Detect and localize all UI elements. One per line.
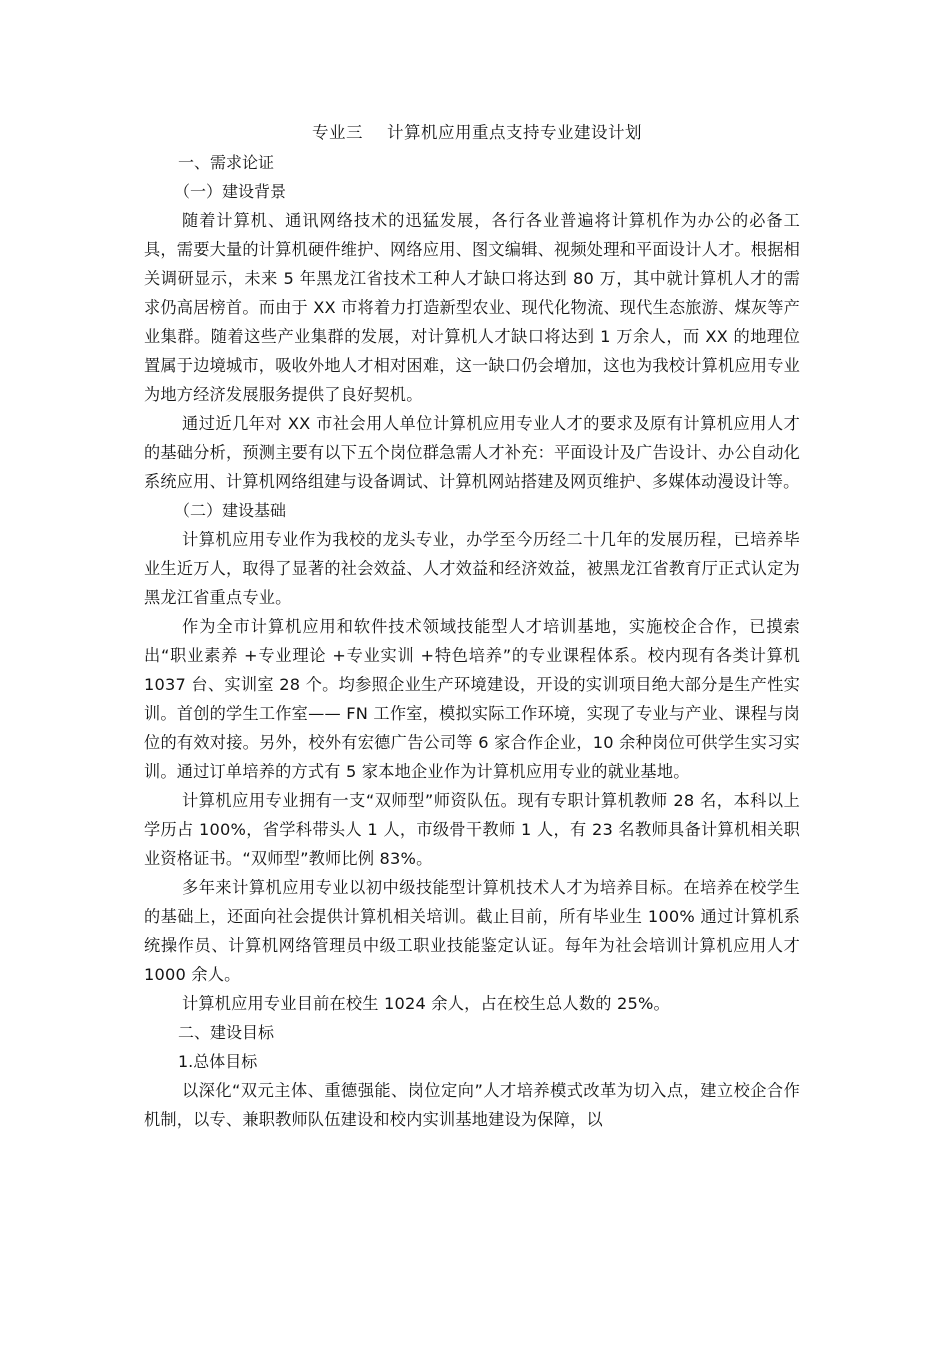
title-part-2: 计算机应用重点支持专业建设计划 (387, 123, 642, 142)
paragraph-8: 以深化“双元主体、重德强能、岗位定向”人才培养模式改革为切入点，建立校企合作机制，以专、兼职教师队伍建设和校内实训基地建设为保障，以 (144, 1081, 800, 1129)
section-heading-2: 二、建设目标 (178, 1023, 275, 1042)
paragraph-3: 计算机应用专业作为我校的龙头专业，办学至今历经二十几年的发展历程，已培养毕业生近万人，取得了显著的社会效益、人才效益和经济效益，被黑龙江省教育厅正式认定为黑龙江省重点专业。 (144, 530, 800, 607)
subsection-heading-1-2: （二）建设基础 (174, 501, 287, 520)
paragraph-1: 随着计算机、通讯网络技术的迅猛发展，各行各业普遍将计算机作为办公的必备工具，需要大量的计算机硬件维护、网络应用、图文编辑、视频处理和平面设计人才。根据相关调研显示，未来 5 年黑龙江省技术工种人才缺口将达到 80 万，其中就计算机人才的需求仍高居榜首。而由于 XX 市将着力打造新型农业、现代化物流、现代生态旅游、煤灰等产业集群。随着这些产业集群的发展，对计算机人才缺口将达到 1 万余人，而 XX 的地理位置属于边境城市，吸收外地人才相对困难，这一缺口仍会增加，这也为我校计算机应用专业为地方经济发展服务提供了良好契机。 (144, 211, 800, 404)
title-part-1: 专业三 (312, 123, 363, 142)
paragraph-6: 多年来计算机应用专业以初中级技能型计算机技术人才为培养目标。在培养在校学生的基础上，还面向社会提供计算机相关培训。截止目前，所有毕业生 100% 通过计算机系统操作员、计算机网络管理员中级工职业技能鉴定认证。每年为社会培训计算机应用人才 1000 余人。 (144, 878, 800, 984)
section-heading-1: 一、需求论证 (178, 153, 275, 172)
paragraph-7: 计算机应用专业目前在校生 1024 余人，占在校生总人数的 25%。 (182, 994, 670, 1013)
document-title (154, 118, 800, 148)
subsection-heading-1-1: （一）建设背景 (174, 182, 287, 201)
paragraph-4: 作为全市计算机应用和软件技术领域技能型人才培训基地，实施校企合作，已摸索出“职业素养 +专业理论 +专业实训 +特色培养”的专业课程体系。校内现有各类计算机 1037 台、实训室 28 个。均参照企业生产环境建设，开设的实训项目绝大部分是生产性实训。首创的学生工作室—— FN 工作室，模拟实际工作环境，实现了专业与产业、课程与岗位的有效对接。另外，校外有宏德广告公司等 6 家合作企业，10 余种岗位可供学生实习实训。通过订单培养的方式有 5 家本地企业作为计算机应用专业的就业基地。 (144, 617, 800, 781)
subsection-heading-2-1: 1.总体目标 (178, 1052, 258, 1071)
paragraph-5: 计算机应用专业拥有一支“双师型”师资队伍。现有专职计算机教师 28 名，本科以上学历占 100%，省学科带头人 1 人，市级骨干教师 1 人，有 23 名教师具备计算机相关职业资格证书。“双师型”教师比例 83%。 (144, 791, 800, 868)
paragraph-2: 通过近几年对 XX 市社会用人单位计算机应用专业人才的要求及原有计算机应用人才的基础分析，预测主要有以下五个岗位群急需人才补充：平面设计及广告设计、办公自动化系统应用、计算机网络组建与设备调试、计算机网站搭建及网页维护、多媒体动漫设计等。 (144, 414, 800, 491)
